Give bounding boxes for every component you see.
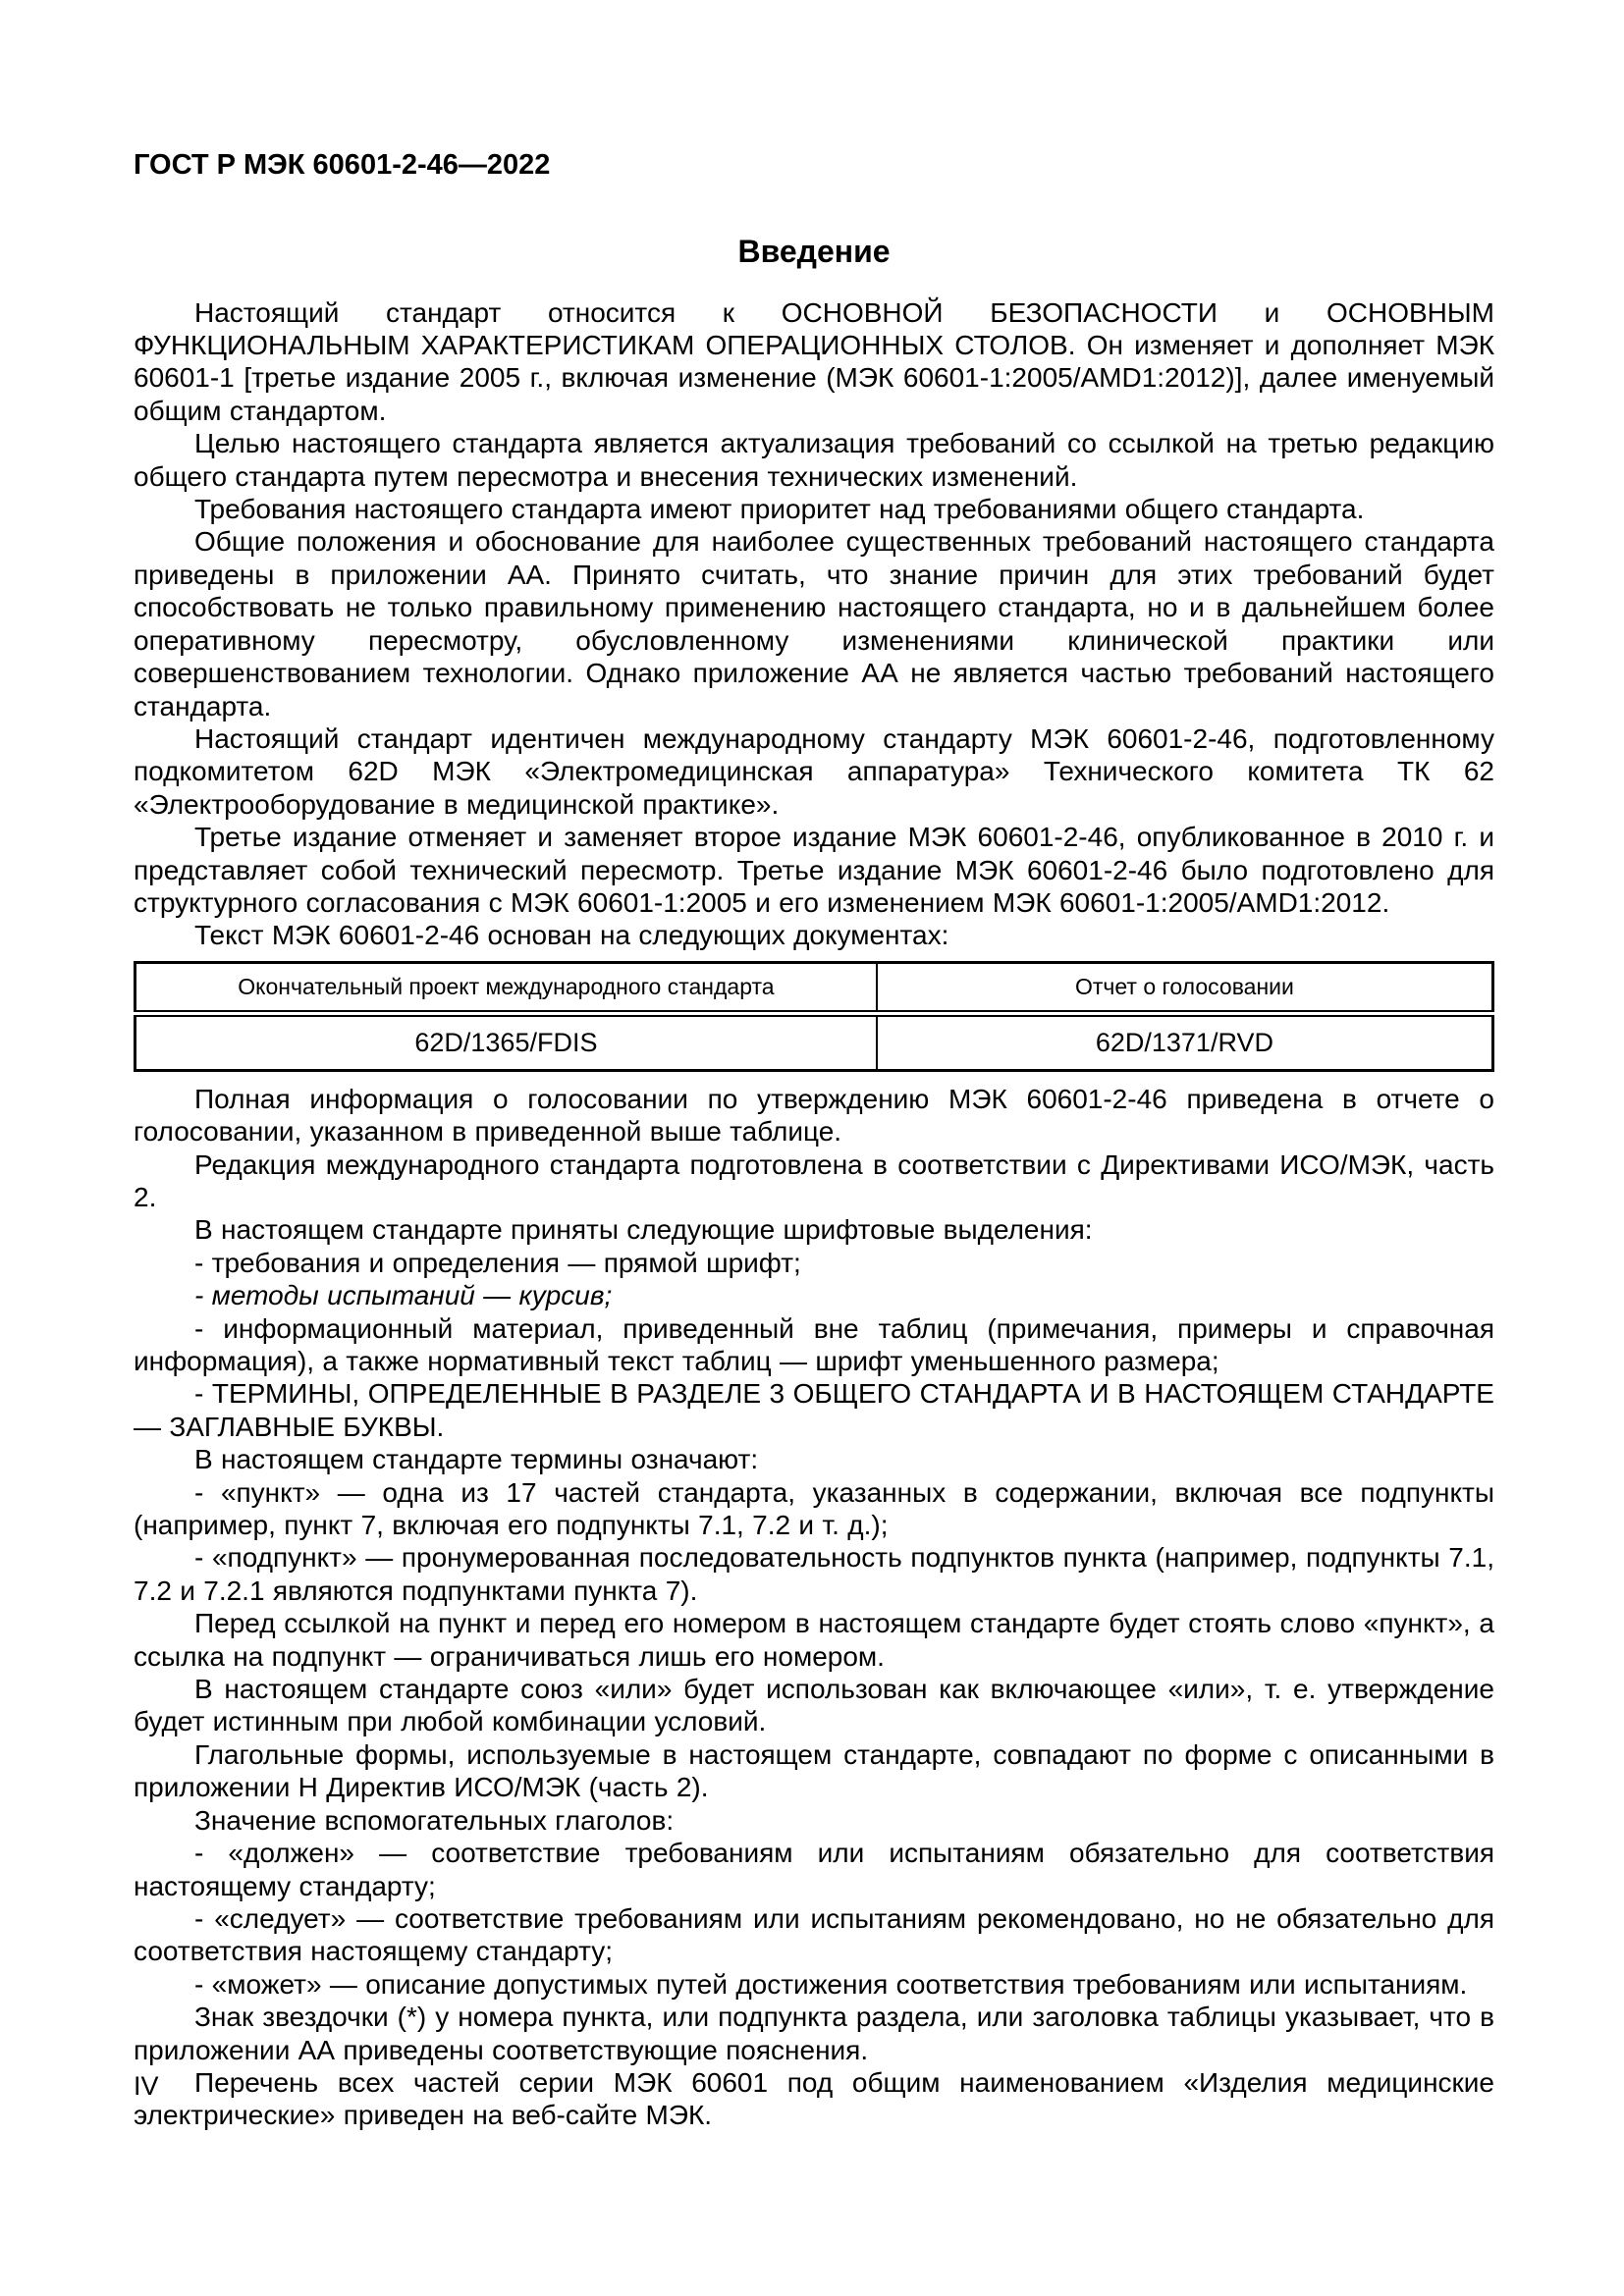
doc-number-header: ГОСТ Р МЭК 60601-2-46—2022	[134, 149, 551, 181]
table-cell: 62D/1365/FDIS	[135, 1013, 877, 1070]
paragraph: Настоящий стандарт идентичен международному стандарту МЭК 60601-2-46, подготовленному подкомитетом 62D МЭК «Электромедицинская аппаратура» Технического комитета ТК 62 «Электрооборудование в медицинской практике».	[134, 722, 1494, 820]
paragraph: В настоящем стандарте союз «или» будет использован как включающее «или», т. е. утверждение будет истинным при любой комбинации условий.	[134, 1674, 1494, 1737]
page-title: Введение	[737, 234, 891, 270]
table-row	[135, 1013, 1493, 1070]
table-header-cell: Отчет о голосовании	[877, 962, 1493, 1013]
list-item: - «должен» — соответствие требованиям или испытаниям обязательно для соответствия настоящему стандарту;	[134, 1838, 1494, 1901]
paragraph: Перед ссылкой на пункт и перед его номером в настоящем стандарте будет стоять слово «пункт», а ссылка на подпункт — ограничиваться лишь его номером.	[134, 1608, 1494, 1672]
paragraph: Редакция международного стандарта подготовлена в соответствии с Директивами ИСО/МЭК, часть 2.	[134, 1148, 1494, 1212]
list-item: - «следует» — соответствие требованиям или испытаниям рекомендовано, но не обязательно для соответствия настоящему стандарту;	[134, 1902, 1494, 1967]
paragraph: Общие положения и обоснование для наиболее существенных требований настоящего стандарта приведены в приложении АА. Принято считать, что знание причин для этих требований будет способствовать не только правильному применению настоящего стандарта, но и в дальнейшем более оперативному пересмотру, обусловленному изменениями клинической практики или совершенствованием технологии. Однако приложение АА не является частью требований настоящего стандарта.	[134, 526, 1494, 721]
list-item: - требования и определения — прямой шрифт;	[194, 1247, 801, 1278]
paragraph: Полная информация о голосовании по утверждению МЭК 60601-2-46 приведена в отчете о голосовании, указанном в приведенной выше таблице.	[134, 1083, 1494, 1148]
list-item: - «подпункт» — пронумерованная последовательность подпунктов пункта (например, подпункты 7.1, 7.2 и 7.2.1 являются подпунктами пункта 7).	[134, 1542, 1494, 1606]
paragraph: В настоящем стандарте термины означают:	[194, 1444, 759, 1475]
paragraph: Знак звездочки (*) у номера пункта, или подпункта раздела, или заголовка таблицы указывает, что в приложении АА приведены соответствующие пояснения.	[134, 2002, 1494, 2065]
list-item: - ТЕРМИНЫ, ОПРЕДЕЛЕННЫЕ В РАЗДЕЛЕ 3 ОБЩЕГО СТАНДАРТА И В НАСТОЯЩЕМ СТАНДАРТЕ — ЗАГЛАВНЫЕ БУКВЫ.	[134, 1378, 1494, 1442]
table-header-cell: Окончательный проект международного стандарта	[135, 962, 877, 1013]
paragraph: Третье издание отменяет и заменяет второе издание МЭК 60601-2-46, опубликованное в 2010 г. и представляет собой технический пересмотр. Третье издание МЭК 60601-2-46 было подготовлено для структурного согласования с МЭК 60601-1:2005 и его изменением МЭК 60601-1:2005/AMD1:2012.	[134, 822, 1494, 918]
paragraph: Глагольные формы, используемые в настоящем стандарте, совпадают по форме с описанными в приложении Н Директив ИСО/МЭК (часть 2).	[134, 1738, 1494, 1803]
list-item: - методы испытаний — курсив;	[194, 1280, 613, 1311]
paragraph: Текст МЭК 60601-2-46 основан на следующих документах:	[194, 920, 949, 951]
list-item: - «пункт» — одна из 17 частей стандарта, указанных в содержании, включая все подпункты (например, пункт 7, включая его подпункты 7.1, 7.2 и т. д.);	[134, 1476, 1494, 1541]
paragraph: Настоящий стандарт относится к ОСНОВНОЙ БЕЗОПАСНОСТИ и ОСНОВНЫМ ФУНКЦИОНАЛЬНЫМ ХАРАКТЕРИСТИКАМ ОПЕРАЦИОННЫХ СТОЛОВ. Он изменяет и дополняет МЭК 60601-1 [третье издание 2005 г., включая изменение (МЭК 60601-1:2005/AMD1:2012)], далее именуемый общим стандартом.	[134, 296, 1494, 426]
list-item: - информационный материал, приведенный вне таблиц (примечания, примеры и справочная информация), а также нормативный текст таблиц — шрифт уменьшенного размера;	[134, 1312, 1494, 1376]
table-header-row	[135, 962, 1493, 1013]
list-item: - «может» — описание допустимых путей достижения соответствия требованиям или испытаниям.	[194, 1968, 1468, 2000]
page-number: IV	[134, 2071, 159, 2101]
voting-documents-table	[134, 961, 1494, 1072]
paragraph: Перечень всех частей серии МЭК 60601 под общим наименованием «Изделия медицинские электрические» приведен на веб-сайте МЭК.	[134, 2066, 1494, 2131]
paragraph: Требования настоящего стандарта имеют приоритет над требованиями общего стандарта.	[194, 494, 1365, 525]
table-cell: 62D/1371/RVD	[1095, 1027, 1273, 1057]
paragraph: Значение вспомогательных глаголов:	[194, 1804, 675, 1836]
paragraph: Целью настоящего стандарта является актуализация требований со ссылкой на третью редакцию общего стандарта путем пересмотра и внесения технических изменений.	[134, 428, 1494, 492]
paragraph: В настоящем стандарте приняты следующие шрифтовые выделения:	[194, 1214, 1093, 1246]
